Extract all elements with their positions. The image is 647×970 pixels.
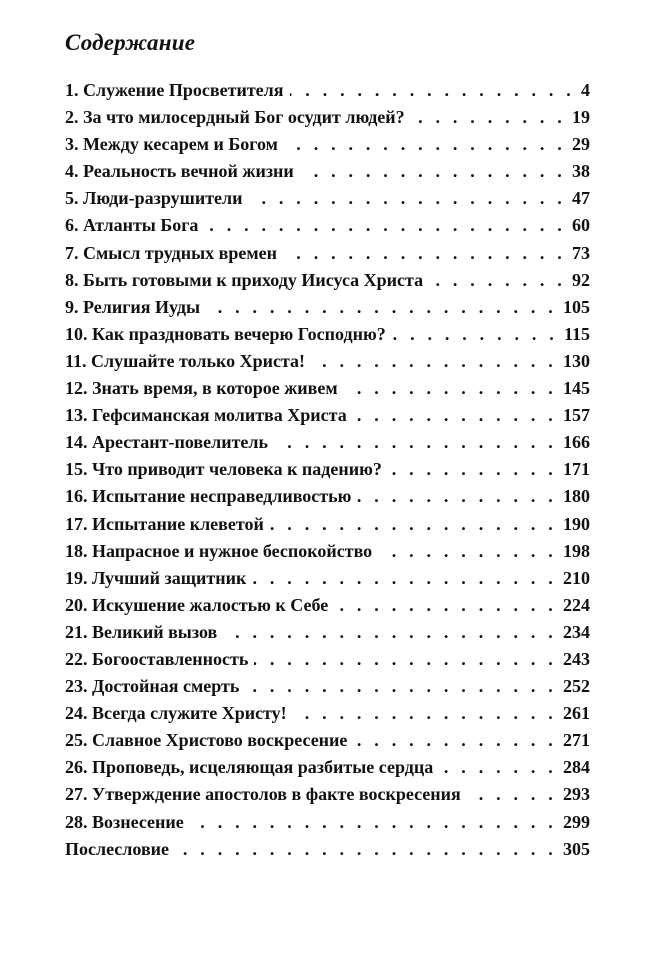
toc-entry-title: 15. Что приводит человека к падению? [65, 459, 382, 480]
toc-entry[interactable] [65, 700, 590, 727]
toc-entry-title: 21. Великий вызов [65, 621, 218, 642]
dot-leader [270, 511, 557, 538]
toc-entry-title: 2. За что милосердный Бог осудит людей? [65, 107, 405, 128]
toc-entry-page-number: 171 [563, 459, 590, 480]
toc-entry-page-number: 166 [563, 432, 590, 453]
toc-entry-page-number: 198 [563, 540, 590, 561]
toc-entry-title: 6. Атланты Бога [65, 215, 199, 236]
toc-entry-title: 13. Гефсиманская молитва Христа [65, 405, 347, 426]
toc-entry-page-number: 305 [563, 838, 590, 859]
toc-entry[interactable] [65, 809, 590, 836]
toc-entry-page-number: 271 [563, 730, 590, 751]
dot-leader [249, 185, 567, 212]
toc-entry-page-number: 234 [563, 621, 590, 642]
dot-leader [245, 673, 557, 700]
toc-entry[interactable] [65, 321, 590, 348]
toc-entry[interactable] [65, 456, 590, 483]
toc-entry-page-number: 115 [563, 323, 590, 344]
toc-entry-page-number: 105 [563, 296, 590, 317]
toc-entry-page-number: 284 [563, 757, 590, 778]
toc-entry-page-number: 19 [572, 107, 590, 128]
dot-leader [300, 158, 566, 185]
toc-entry-title: 9. Религия Иуды [65, 296, 201, 317]
toc-entry[interactable] [65, 619, 590, 646]
dot-leader [190, 809, 557, 836]
toc-entry-page-number: 210 [563, 567, 590, 588]
dot-leader [357, 483, 557, 510]
toc-entry-title: 14. Арестант-повелитель [65, 432, 269, 453]
toc-entry-page-number: 299 [563, 811, 590, 832]
toc-entry[interactable] [65, 185, 590, 212]
dot-leader [311, 348, 557, 375]
toc-entry[interactable] [65, 158, 590, 185]
toc-entry-title: 23. Достойная смерть [65, 676, 240, 697]
dot-leader [467, 781, 557, 808]
toc-list [65, 77, 590, 863]
toc-entry-page-number: 293 [563, 784, 590, 805]
toc-entry[interactable] [65, 429, 590, 456]
toc-entry-title: 4. Реальность вечной жизни [65, 161, 294, 182]
toc-entry[interactable] [65, 565, 590, 592]
toc-entry-page-number: 252 [563, 676, 590, 697]
toc-entry-title: 19. Лучший защитник [65, 567, 247, 588]
toc-entry-page-number: 73 [572, 242, 590, 263]
toc-entry-title: 25. Славное Христово воскресение [65, 730, 348, 751]
dot-leader [353, 402, 557, 429]
dot-leader [204, 212, 566, 239]
toc-entry-title: 20. Искушение жалостью к Себе [65, 594, 329, 615]
toc-entry-page-number: 38 [572, 161, 590, 182]
toc-entry-title: 5. Люди-разрушители [65, 188, 243, 209]
toc-entry-page-number: 130 [563, 350, 590, 371]
toc-entry-title: 27. Утверждение апостолов в факте воскресения [65, 784, 461, 805]
dot-leader [254, 646, 557, 673]
toc-entry[interactable] [65, 77, 590, 104]
toc-entry-title: 3. Между кесарем и Богом [65, 134, 278, 155]
toc-entry[interactable] [65, 727, 590, 754]
toc-entry-page-number: 180 [563, 486, 590, 507]
toc-entry-page-number: 29 [572, 134, 590, 155]
toc-title: Содержание [65, 30, 196, 55]
toc-entry[interactable] [65, 267, 590, 294]
toc-entry[interactable] [65, 592, 590, 619]
dot-leader [411, 104, 566, 131]
dot-leader [206, 294, 557, 321]
toc-entry-page-number: 261 [563, 703, 590, 724]
toc-entry-page-number: 4 [581, 80, 590, 100]
toc-entry[interactable] [65, 781, 590, 808]
toc-entry-title: 16. Испытание несправедливостью [65, 486, 352, 507]
toc-entry-title: 17. Испытание клеветой [65, 513, 264, 534]
toc-entry-title: 22. Богооставленность [65, 648, 249, 669]
dot-leader [392, 321, 558, 348]
toc-entry-title: 28. Вознесение [65, 811, 184, 832]
toc-entry[interactable] [65, 240, 590, 267]
toc-entry-title: Послесловие [65, 838, 170, 859]
dot-leader [334, 592, 557, 619]
dot-leader [283, 240, 566, 267]
toc-entry[interactable] [65, 131, 590, 158]
toc-entry[interactable] [65, 348, 590, 375]
dot-leader [439, 754, 557, 781]
toc-entry-page-number: 190 [563, 513, 590, 534]
toc-entry-title: 10. Как праздновать вечерю Господню? [65, 323, 386, 344]
toc-entry-page-number: 243 [563, 648, 590, 669]
toc-entry[interactable] [65, 836, 590, 863]
dot-leader [274, 429, 557, 456]
toc-entry-title: 26. Проповедь, исцеляющая разбитые сердца [65, 757, 434, 778]
toc-entry-page-number: 157 [563, 405, 590, 426]
toc-entry[interactable] [65, 483, 590, 510]
toc-entry-title: 12. Знать время, в которое живем [65, 378, 338, 399]
toc-entry[interactable] [65, 402, 590, 429]
toc-entry[interactable] [65, 538, 590, 565]
toc-entry-page-number: 92 [572, 269, 590, 290]
dot-leader [223, 619, 557, 646]
dot-leader [344, 375, 557, 402]
toc-entry-title: 24. Всегда служите Христу! [65, 703, 287, 724]
dot-leader [252, 565, 557, 592]
toc-entry-page-number: 47 [572, 188, 590, 209]
dot-leader [284, 131, 566, 158]
toc-entry-title: 1. Служение Просветителя [65, 80, 284, 100]
dot-leader [353, 727, 557, 754]
toc-entry-title: 8. Быть готовыми к приходу Иисуса Христа [65, 269, 424, 290]
toc-entry[interactable] [65, 375, 590, 402]
toc-entry[interactable] [65, 104, 590, 131]
toc-entry[interactable] [65, 212, 590, 239]
toc-entry-title: 7. Смысл трудных времен [65, 242, 277, 263]
dot-leader [175, 836, 557, 863]
dot-leader [293, 700, 557, 727]
toc-entry-page-number: 60 [572, 215, 590, 236]
dot-leader [378, 538, 557, 565]
toc-entry[interactable] [65, 511, 590, 538]
toc-entry[interactable] [65, 673, 590, 700]
toc-entry-page-number: 224 [563, 594, 590, 615]
dot-leader [290, 77, 576, 104]
toc-entry[interactable] [65, 294, 590, 321]
dot-leader [429, 267, 566, 294]
toc-entry-title: 18. Напрасное и нужное беспокойство [65, 540, 373, 561]
toc-entry[interactable] [65, 646, 590, 673]
dot-leader [388, 456, 557, 483]
toc-entry[interactable] [65, 754, 590, 781]
toc-entry-title: 11. Слушайте только Христа! [65, 350, 306, 371]
toc-entry-page-number: 145 [563, 378, 590, 399]
